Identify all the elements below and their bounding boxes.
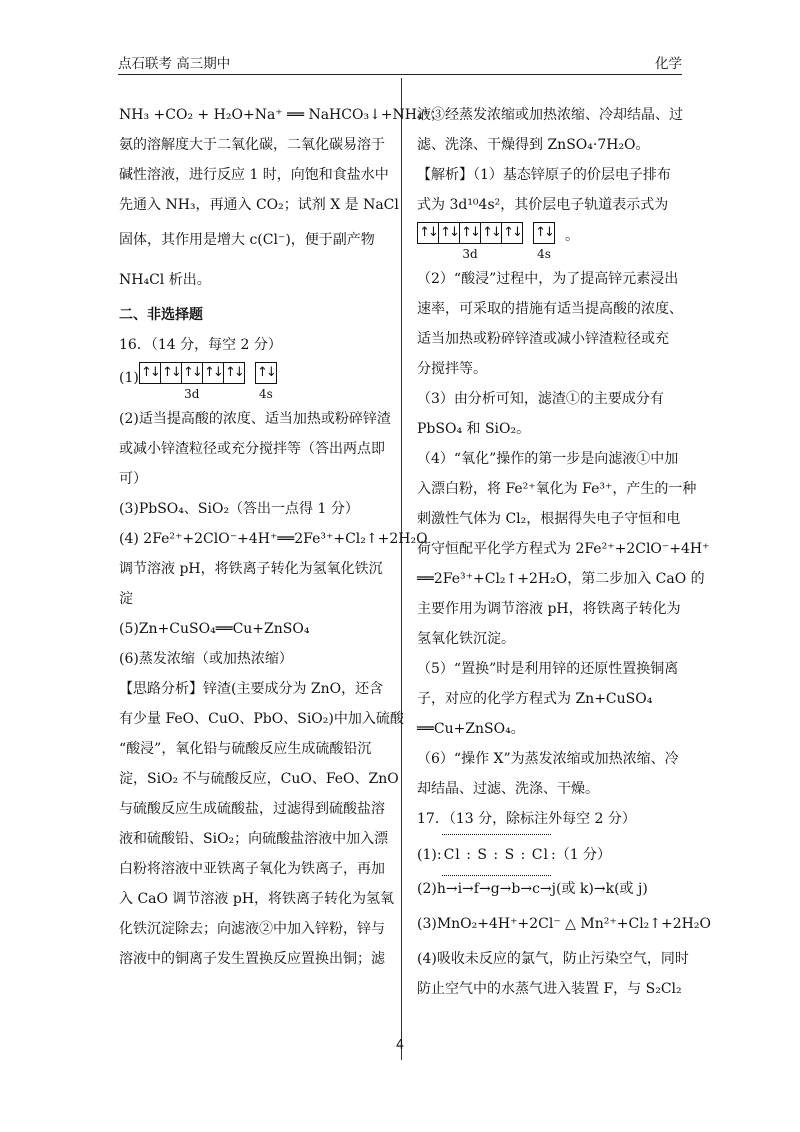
text-line: (4)吸收未反应的氯气，防止污染空气，同时 [417,951,689,967]
analysis-line: 溶液中的铜离子发生置换反应置换出铜；滤 [119,951,385,967]
lewis-structure-answer [417,834,683,874]
text-line: 却结晶、过滤、洗涤、干燥。 [417,781,599,797]
text-line: 氨的溶解度大于二氧化碳，二氧化碳易溶于 [119,137,385,153]
orbital-4s-label: 4s [537,247,551,261]
orbital-3d-group [139,362,245,402]
analysis-line: 与硫酸反应生成硫酸盐，过滤得到硫酸盐溶 [119,801,385,817]
equation-line: NH₃ +CO₂ + H₂O+Na⁺ ══ NaHCO₃↓+NH₄⁺； [119,107,444,123]
analysis-line: 【思路分析】锌渣(主要成分为 ZnO，还含 [119,681,384,697]
text-line: 入漂白粉，将 Fe²⁺氧化为 Fe³⁺，产生的一种 [417,481,697,497]
text-line: 速率，可采取的措施有适当提高酸的浓度、 [417,301,683,317]
text-line: 可） [119,471,147,487]
orbital-diagram-answer [119,362,394,404]
page-number: 4 [395,1038,405,1053]
analysis-line: 白粉将溶液中亚铁离子氧化为铁离子，再加 [119,861,385,877]
text-line: 分搅拌等。 [417,361,487,377]
text-line: 主要作用为调节溶液 pH，将铁离子转化为 [417,601,681,617]
text-line: 适当加热或粉碎锌渣或减小锌渣粒径或充 [417,331,669,347]
orbital-cell: ↑↓ [256,365,275,380]
orbital-3d-group [417,222,523,262]
analysis-line: 淀，SiO₂ 不与硫酸反应，CuO、FeO、ZnO [119,771,399,787]
text-line: (3)PbSO₄、SiO₂（答出一点得 1 分） [119,501,359,517]
text-line: 防止空气中的水蒸气进入装置 F，与 S₂Cl₂ [417,981,682,997]
text-line: 固体，其作用是增大 c(Cl⁻)，便于副产物 [119,232,375,248]
orbital-cell: ↑↓ [460,223,481,243]
analysis-line: 化铁沉淀除去；向滤液②中加入锌粉，锌与 [119,921,385,937]
text-line: 氢氧化铁沉淀。 [417,631,515,647]
left-column [119,100,444,974]
text-line: 滤、洗涤、干燥得到 ZnSO₄·7H₂O。 [417,137,650,153]
orbital-cell: ↑↓ [418,223,439,243]
text-line: 式为 3d¹⁰4s²，其价层电子轨道表示式为 [417,197,669,213]
orbital-3d-label: 3d [184,387,200,401]
orbital-cell: ↑↓ [481,223,502,243]
orbital-4s-boxes [255,362,277,384]
analysis-line: 入 CaO 调节溶液 pH，将铁离子转化为氢氧 [119,891,395,907]
text-line: 淀 [119,591,133,607]
equation-line: (5)Zn+CuSO₄══Cu+ZnSO₄ [119,621,310,637]
orbital-diagram-explanation [417,222,683,264]
page-header [118,50,682,75]
analysis-line: 液和硫酸铅、SiO₂；向硫酸盐溶液中加入漂 [119,831,389,847]
orbital-cell: ↑↓ [503,225,521,240]
answer-number: (1) [119,370,139,386]
equation-line: ══2Fe³⁺+Cl₂↑+2H₂O，第二步加入 CaO 的 [417,571,705,587]
text-line: 或减小锌渣粒径或充分搅拌等（答出两点即 [119,441,385,457]
text-line: 调节溶液 pH，将铁离子转化为氢氧化铁沉 [119,561,383,577]
question-16-heading: 16．（14 分，每空 2 分） [119,337,282,353]
orbital-cell: ↑↓ [161,363,182,383]
lewis-structure: Cl : S : S : Cl [442,834,551,876]
text-line: 【解析】（1）基态锌原子的价层电子排布 [417,167,671,183]
orbital-cell: ↑↓ [535,225,553,240]
orbital-4s-group [533,222,555,262]
orbital-cell: ↑↓ [203,363,224,383]
orbital-4s-boxes [533,222,555,244]
score-note: :（1 分） [550,847,612,863]
orbital-cell: ↑↓ [439,223,460,243]
text-line: (6)蒸发浓缩（或加热浓缩） [119,651,293,667]
orbital-3d-boxes [417,222,523,244]
orbital-4s-group [255,362,277,402]
question-17-heading: 17．（13 分，除标注外每空 2 分） [417,811,636,827]
equation-line: ══Cu+ZnSO₄。 [417,721,525,737]
text-line: （2）“酸浸”过程中，为了提高锌元素浸出 [417,271,679,287]
text-line: 刺激性气体为 Cl₂，根据得失电子守恒和电 [417,511,681,527]
analysis-line: “酸浸”，氧化铅与硫酸反应生成硫酸铅沉 [119,741,372,757]
orbital-cell: ↑↓ [224,365,243,380]
text-line: (2)适当提高酸的浓度、适当加热或粉碎锌渣 [119,411,391,427]
equation-line: 子，对应的化学方程式为 Zn+CuSO₄ [417,691,653,707]
text-line: （5）“置换”时是利用锌的还原性置换铜离 [417,661,679,677]
section-heading: 二、非选择题 [119,307,203,323]
text-line: （3）由分析可知，滤渣①的主要成分有 [417,391,664,407]
equation-line: 荷守恒配平化学方程式为 2Fe²⁺+2ClO⁻+4H⁺ [417,541,710,557]
text-line: (2)h→i→f→g→b→c→j(或 k)→k(或 j) [417,881,648,897]
text-line: 碱性溶液，进行反应 1 时，向饱和食盐水中 [119,167,389,183]
right-column [417,100,711,1004]
period: 。 [565,228,579,244]
text-line: PbSO₄ 和 SiO₂。 [417,421,531,437]
header-exam-title: 点石联考 高三期中 [118,56,231,72]
equation-line: (3)MnO₂+4H⁺+2Cl⁻ △ Mn²⁺+Cl₂↑+2H₂O [417,916,711,932]
text-line: （4）“氧化”操作的第一步是向滤液①中加 [417,451,679,467]
orbital-cell: ↑↓ [140,363,161,383]
column-divider [401,78,402,1060]
orbital-3d-label: 3d [462,247,478,261]
analysis-line: 有少量 FeO、CuO、PbO、SiO₂)中加入硫酸 [119,711,404,727]
orbital-3d-boxes [139,362,245,384]
header-subject: 化学 [655,56,682,72]
text-line: （6）“操作 X”为蒸发浓缩或加热浓缩、冷 [417,751,679,767]
orbital-4s-label: 4s [258,387,273,401]
text-line: NH₄Cl 析出。 [119,272,211,288]
answer-number: (1): [417,847,442,863]
text-line: 液③经蒸发浓缩或加热浓缩、冷却结晶、过 [417,107,683,123]
equation-line: (4) 2Fe²⁺+2ClO⁻+4H⁺══2Fe³⁺+Cl₂↑+2H₂O [119,531,428,547]
orbital-cell: ↑↓ [182,363,203,383]
text-line: 先通入 NH₃，再通入 CO₂；试剂 X 是 NaCl [119,197,399,213]
